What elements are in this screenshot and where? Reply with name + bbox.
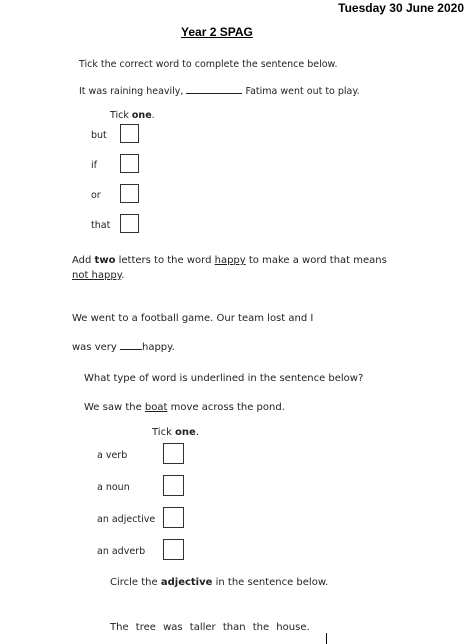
q3-option-label: a verb [97, 450, 128, 461]
q2-text: letters to the word [115, 255, 215, 266]
q2-instruction-line1 [72, 255, 387, 266]
worksheet-title: Year 2 SPAG [181, 25, 253, 39]
q1-option-checkbox[interactable] [120, 214, 139, 233]
q2-text: happy. [141, 342, 175, 353]
q2-underlined-word: happy [214, 255, 246, 266]
q4-text: Circle the [110, 577, 161, 588]
q3-sentence [84, 402, 285, 413]
q3-option-checkbox[interactable] [163, 475, 184, 496]
q3-option-checkbox[interactable] [163, 539, 184, 560]
q1-instruction: Tick the correct word to complete the sentence below. [79, 59, 338, 70]
q3-tick-bold: one [175, 427, 196, 438]
text-cursor [326, 633, 327, 644]
q3-text: move across the pond. [167, 402, 285, 413]
q3-option-checkbox[interactable] [163, 443, 184, 464]
q3-option-label: an adjective [97, 514, 156, 525]
q1-option-label: if [91, 160, 97, 171]
q3-text: We saw the [84, 402, 145, 413]
q1-option-label: or [91, 190, 101, 201]
q3-question: What type of word is underlined in the sentence below? [84, 373, 364, 384]
q3-tick-prefix: Tick [152, 427, 176, 438]
q2-sentence-line2 [72, 342, 175, 353]
q1-tick-instruction [110, 110, 155, 121]
q2-sentence-line1: We went to a football game. Our team lost and I [72, 313, 314, 324]
q2-bold-word: two [94, 255, 116, 266]
q3-tick-suffix: . [195, 427, 200, 438]
q4-instruction [110, 577, 328, 588]
q3-option-checkbox[interactable] [163, 507, 184, 528]
q1-tick-suffix: . [151, 110, 155, 121]
q3-underlined-word: boat [144, 402, 168, 413]
q1-option-checkbox[interactable] [120, 184, 139, 203]
q1-sentence-end: Fatima went out to play. [245, 86, 360, 97]
q1-sentence [79, 86, 360, 97]
q1-option-label: but [91, 130, 107, 141]
q3-tick-instruction [152, 427, 199, 438]
q1-option-label: that [91, 220, 111, 231]
q1-option-checkbox[interactable] [120, 124, 139, 143]
q2-text: to make a word that means [245, 255, 387, 266]
q3-option-label: a noun [97, 482, 130, 493]
q2-instruction-line2 [72, 270, 124, 281]
q4-sentence[interactable]: The tree was taller than the house. [110, 622, 310, 633]
q1-tick-prefix: Tick [110, 110, 132, 121]
q4-bold-word: adjective [160, 577, 213, 588]
q1-option-checkbox[interactable] [120, 154, 139, 173]
q1-sentence-start: It was raining heavily, [79, 86, 184, 97]
date-heading: Tuesday 30 June 2020 [338, 1, 464, 15]
q1-tick-bold: one [131, 110, 152, 121]
q2-text: Add [72, 255, 95, 266]
q2-blank [120, 349, 142, 350]
q2-text: . [121, 270, 125, 281]
q2-text: was very [72, 342, 120, 353]
q4-text: in the sentence below. [212, 577, 329, 588]
q3-option-label: an adverb [97, 546, 146, 557]
q2-underlined-phrase: not happy [72, 270, 122, 281]
q1-blank [186, 93, 242, 94]
